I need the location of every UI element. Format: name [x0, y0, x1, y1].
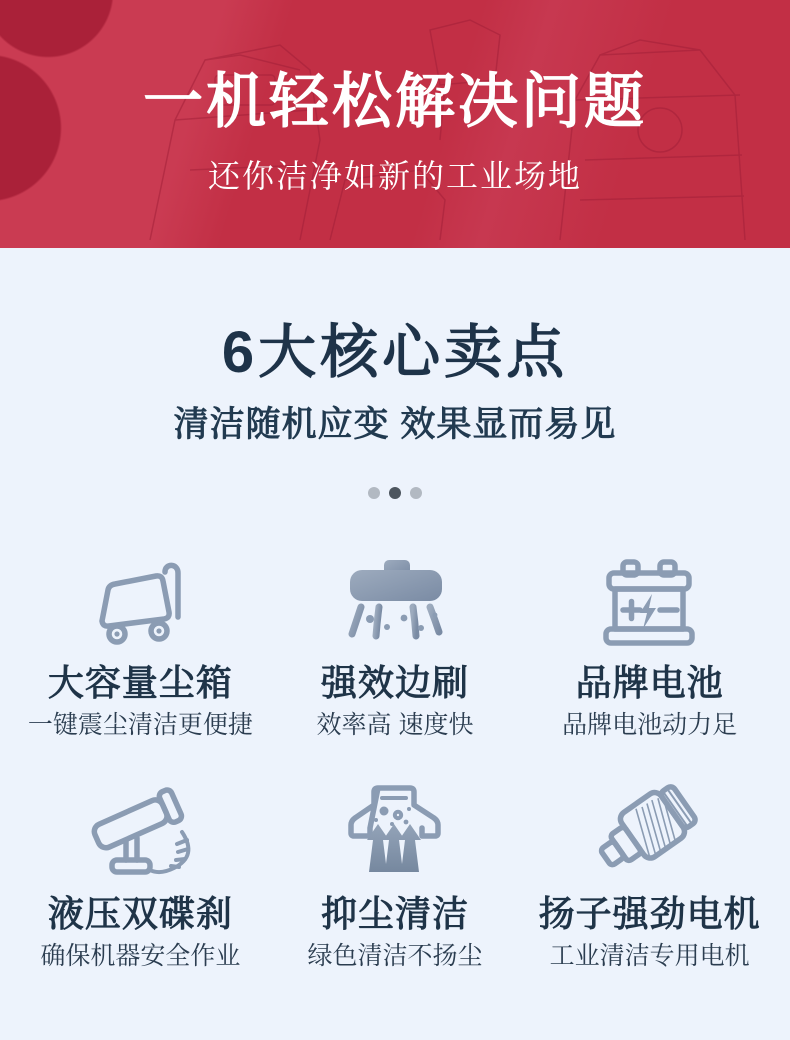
- feature-subtitle: 绿色清洁不扬尘: [307, 942, 483, 970]
- carousel-dot[interactable]: [368, 487, 380, 499]
- battery-icon: [589, 549, 711, 651]
- feature-subtitle: 品牌电池动力足: [562, 711, 738, 739]
- feature-grid: [13, 549, 777, 969]
- feature-subtitle: 确保机器安全作业: [40, 942, 241, 970]
- section-title: 6大核心卖点: [221, 320, 569, 385]
- feature-title: 大容量尘箱: [47, 662, 233, 703]
- feature-card: [522, 549, 777, 738]
- carousel-dot[interactable]: [410, 487, 422, 499]
- feature-card: [268, 780, 523, 969]
- hero-banner: [0, 0, 790, 248]
- carousel-dots: [0, 487, 790, 499]
- feature-title: 强效边刷: [320, 662, 469, 703]
- side-brush-icon: [334, 549, 456, 651]
- motor-icon: [583, 780, 717, 882]
- feature-card: [13, 549, 268, 738]
- feature-card: [268, 549, 523, 738]
- hero-subtitle: 还你洁净如新的工业场地: [207, 158, 582, 194]
- feature-title: 扬子强劲电机: [538, 893, 761, 934]
- feature-subtitle: 工业清洁专用电机: [549, 942, 750, 970]
- section-subtitle: 清洁随机应变 效果显而易见: [173, 405, 617, 444]
- dust-suppression-icon: [334, 780, 456, 882]
- feature-card: [13, 780, 268, 969]
- hero-title: 一机轻松解决问题: [143, 68, 647, 135]
- hydraulic-brake-icon: [74, 780, 206, 882]
- feature-title: 品牌电池: [575, 662, 724, 703]
- feature-title: 液压双碟刹: [47, 893, 233, 934]
- dust-cart-icon: [81, 549, 199, 651]
- feature-title: 抑尘清洁: [320, 893, 469, 934]
- feature-card: [522, 780, 777, 969]
- carousel-dot[interactable]: [389, 487, 401, 499]
- selling-points-header: [0, 248, 790, 499]
- feature-subtitle: 效率高 速度快: [316, 711, 474, 739]
- feature-subtitle: 一键震尘清洁更便捷: [27, 711, 253, 739]
